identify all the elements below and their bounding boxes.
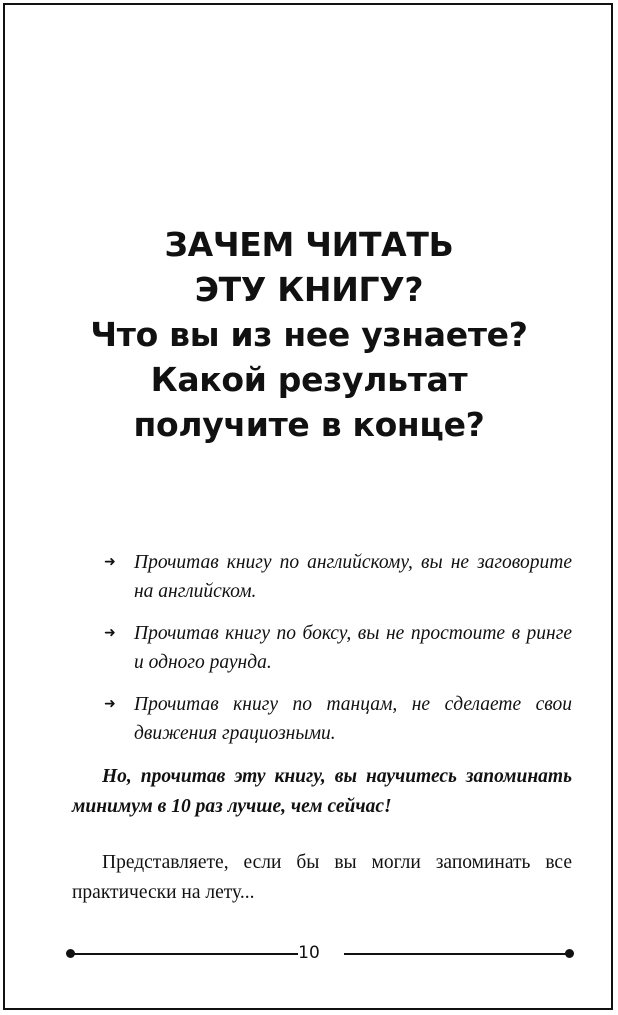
body-paragraph: Представляете, если бы вы могли запоминать все практически на лету... xyxy=(72,852,572,903)
footer-dot-right xyxy=(565,949,574,958)
heading-line-1: ЗАЧЕМ ЧИТАТЬ xyxy=(164,225,454,264)
list-item xyxy=(100,548,572,606)
heading-line-3: Что вы из нее узнаете? xyxy=(90,315,528,354)
emphasis-paragraph: Но, прочитав эту книгу, вы научитесь запоминать минимум в 10 раз лучше, чем сейчас! xyxy=(72,766,572,817)
chapter-heading xyxy=(30,222,588,447)
heading-line-4: Какой результат xyxy=(150,360,468,399)
footer-rule-left xyxy=(72,953,298,955)
bullet-list xyxy=(100,548,572,761)
heading-line-5: получите в конце? xyxy=(133,405,485,444)
arrow-right-icon: ➜ xyxy=(104,626,116,641)
list-item xyxy=(100,619,572,677)
bullet-text: Прочитав книгу по танцам, не сделаете свои движения грациозными. xyxy=(134,694,572,744)
bullet-text: Прочитав книгу по английскому, вы не заговорите на английском. xyxy=(134,552,572,602)
bullet-text: Прочитав книгу по боксу, вы не простоите в ринге и одного раунда. xyxy=(134,623,572,673)
list-item xyxy=(100,690,572,748)
heading-line-2: ЭТУ КНИГУ? xyxy=(194,270,424,309)
arrow-right-icon: ➜ xyxy=(104,555,116,570)
page-number: 10 xyxy=(298,943,320,963)
footer-rule-right xyxy=(344,953,568,955)
arrow-right-icon: ➜ xyxy=(104,697,116,712)
